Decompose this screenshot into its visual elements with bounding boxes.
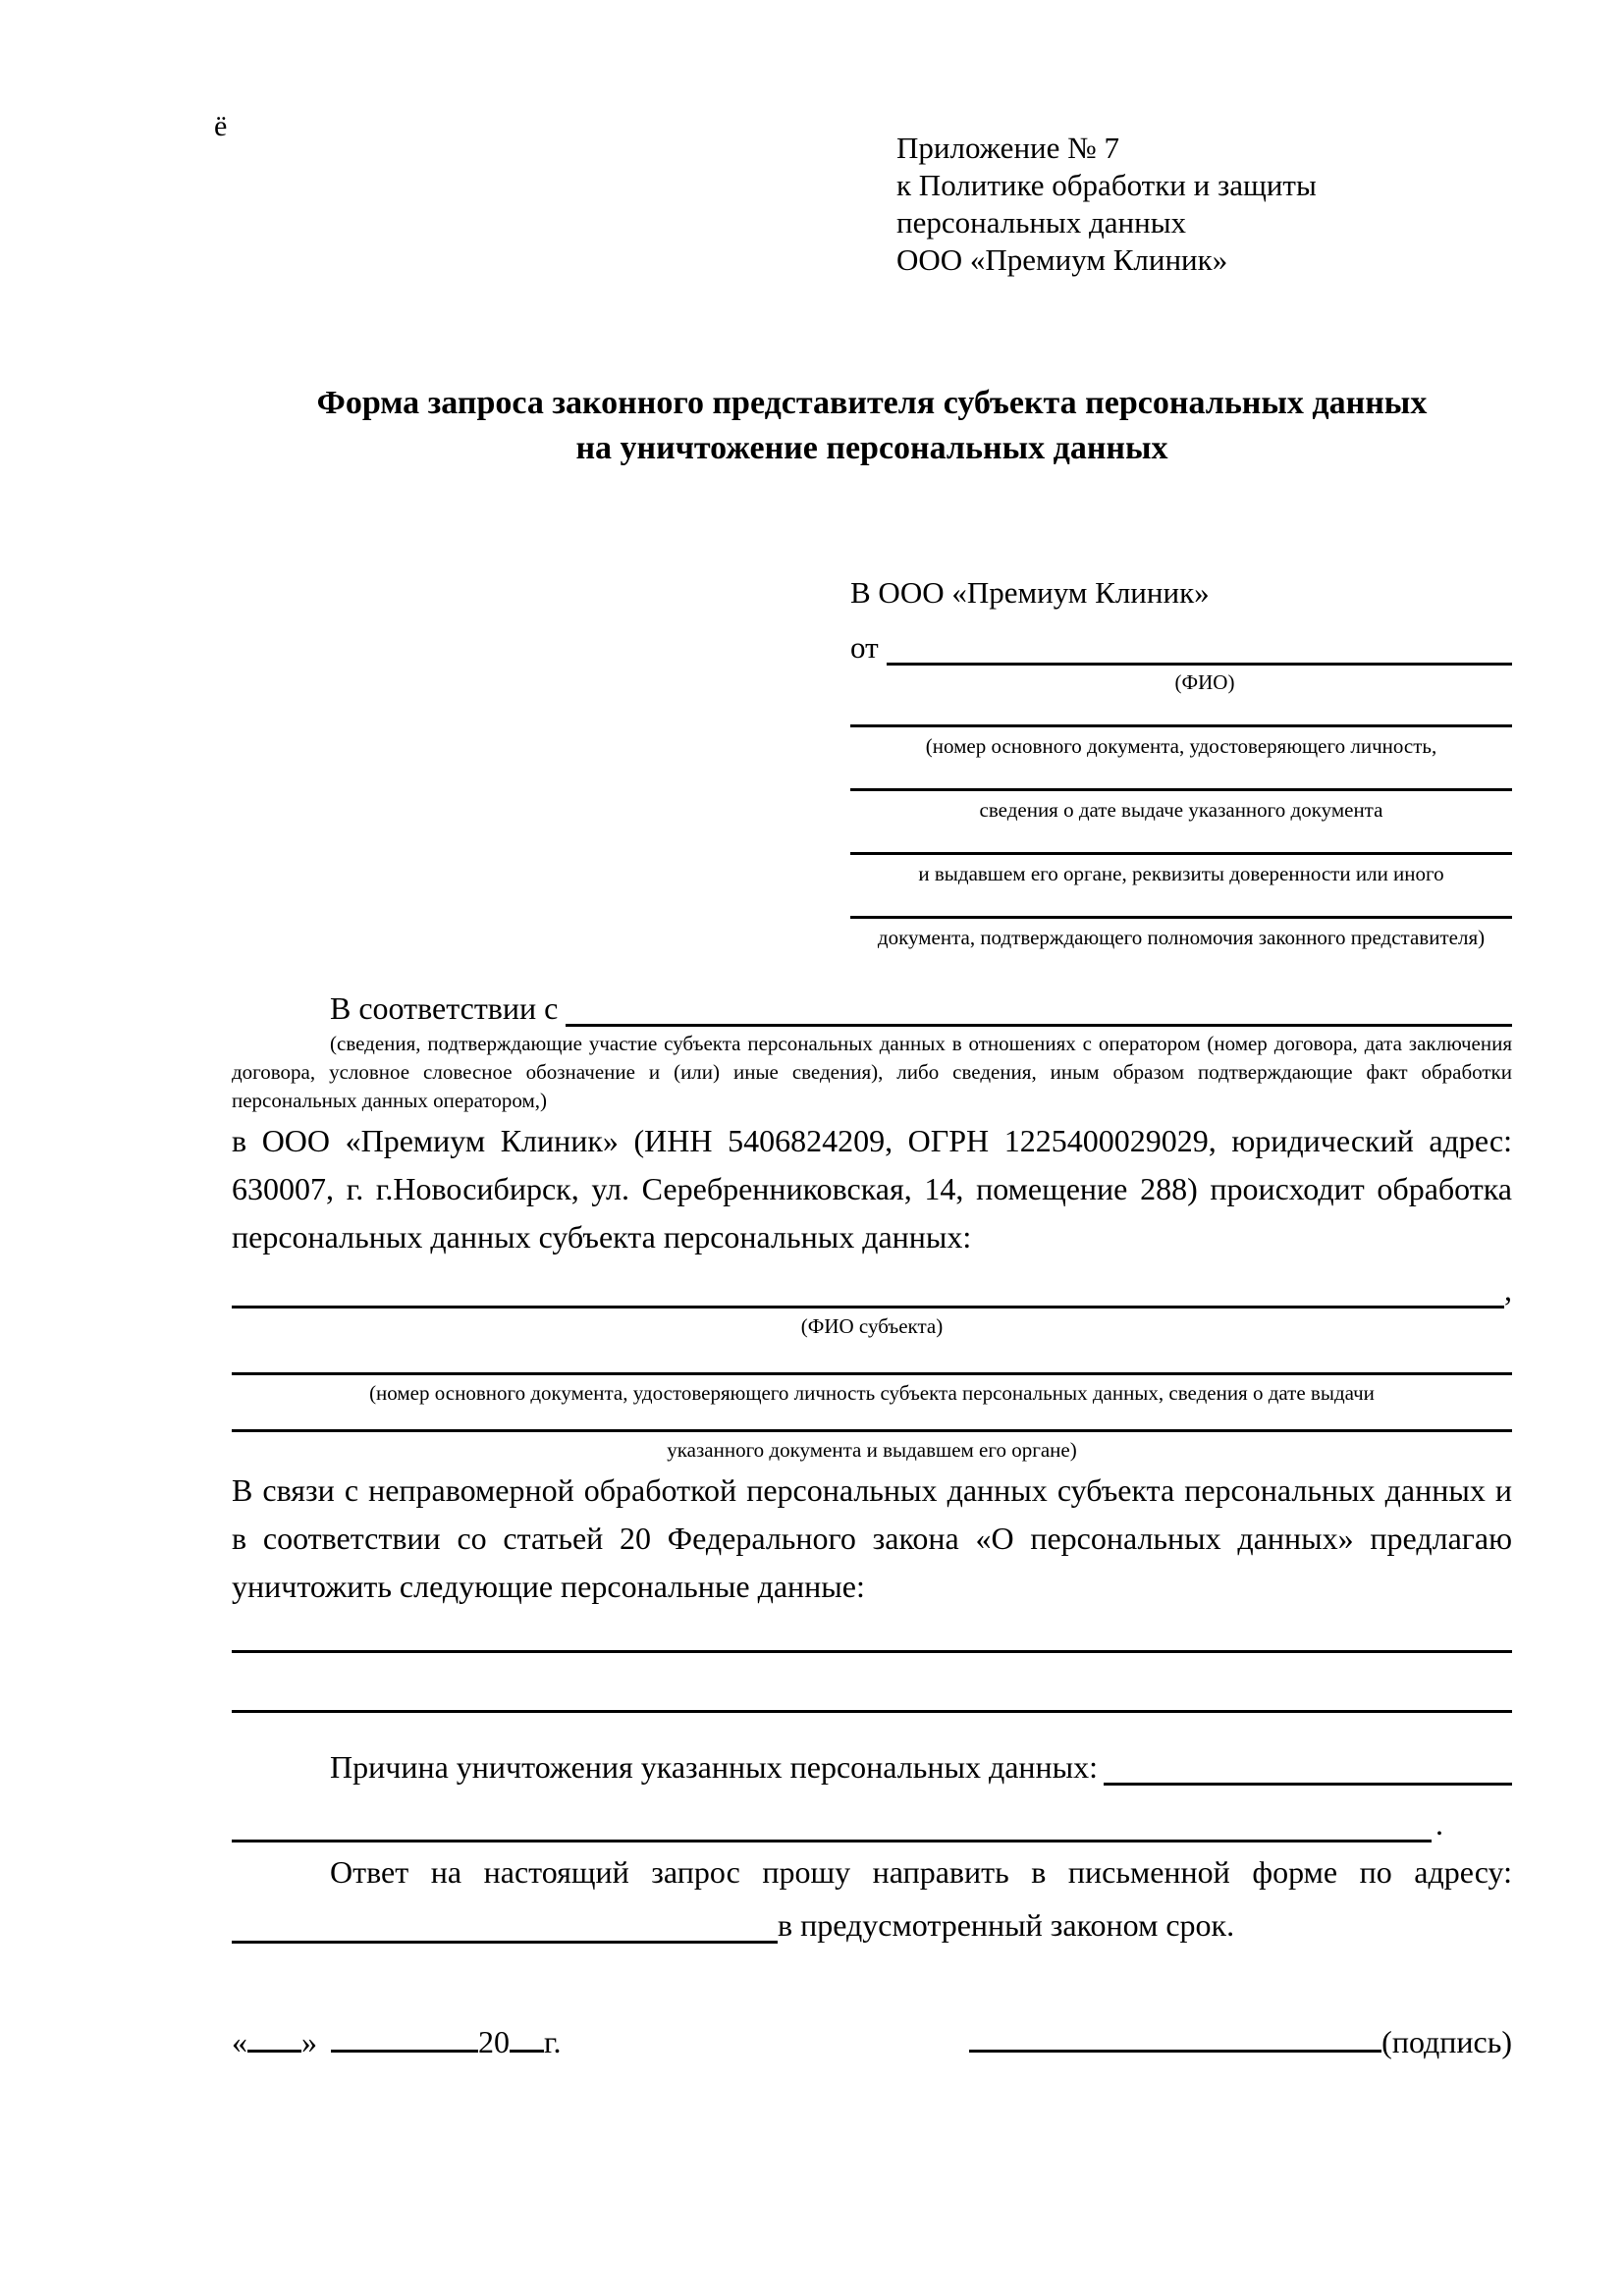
id-doc-field-3 bbox=[850, 852, 1512, 886]
subject-doc-field-1 bbox=[232, 1372, 1512, 1406]
response-paragraph: Ответ на настоящий запрос прошу направить в письменной форме по адресу: bbox=[330, 1854, 1512, 1890]
appendix-header bbox=[896, 130, 1512, 279]
appendix-header-line-3: персональных данных bbox=[896, 205, 1187, 240]
id-doc-blank-line-4 bbox=[850, 916, 1512, 919]
operator-paragraph: в ООО «Премиум Клиник» (ИНН 5406824209, ОГРН 1225400029029, юридический адрес: 630007, г. г.Новосибирск, ул. Серебренниковская, 14, помещение 288) происходит обработка персональных данных субъекта персональных данных: bbox=[232, 1123, 1512, 1255]
subject-name-blank-line bbox=[232, 1306, 1504, 1308]
date-quote-close: » bbox=[301, 2024, 317, 2059]
id-doc-field-2 bbox=[850, 788, 1512, 823]
subject-doc-blank-line-2 bbox=[232, 1429, 1512, 1432]
date-year-suffix: г. bbox=[544, 2024, 562, 2059]
date-year-blank-line bbox=[510, 2050, 544, 2053]
id-doc-field-4 bbox=[850, 916, 1512, 950]
reason-row-2 bbox=[232, 1801, 1443, 1842]
date-field bbox=[232, 2024, 562, 2060]
signature-blank-line bbox=[969, 2050, 1381, 2053]
footer-row bbox=[232, 2024, 1512, 2060]
id-doc-blank-line-3 bbox=[850, 852, 1512, 855]
date-day-blank-line bbox=[247, 2050, 301, 2053]
stray-letter: ё bbox=[214, 110, 228, 142]
reason-label: Причина уничтожения указанных персональных данных: bbox=[330, 1749, 1099, 1785]
subject-name-row bbox=[232, 1265, 1512, 1308]
reason-blank-line-1 bbox=[1104, 1783, 1512, 1786]
page-content bbox=[0, 130, 1624, 2060]
id-doc-caption-3: и выдавшем его органе, реквизиты доверенности или иного bbox=[918, 862, 1444, 885]
from-row bbox=[850, 622, 1512, 666]
subject-doc-caption-2: указанного документа и выдавшем его органе) bbox=[667, 1438, 1077, 1462]
reason-row bbox=[232, 1738, 1512, 1786]
subject-doc-blank-line-1 bbox=[232, 1372, 1512, 1375]
reason-blank-line-2 bbox=[232, 1840, 1432, 1842]
accordance-caption: (сведения, подтверждающие участие субъекта персональных данных в отношениях с оператором (номер договора, дата заключения договора, условное словесное обозначение и (или) иные сведения), либо сведения, иным образом подтверждающие факт обработки персональных данных оператором,) bbox=[232, 1032, 1512, 1112]
response-row-2 bbox=[232, 1900, 1512, 1944]
reason-period: . bbox=[1435, 1806, 1443, 1842]
addressee-to: В ООО «Премиум Клиник» bbox=[850, 575, 1210, 610]
addressee-block bbox=[850, 573, 1512, 950]
accordance-blank-line bbox=[566, 1024, 1512, 1027]
signature-caption: (подпись) bbox=[1381, 2024, 1512, 2059]
id-doc-blank-line-1 bbox=[850, 724, 1512, 727]
accordance-label: В соответствии с bbox=[330, 990, 559, 1026]
appendix-header-line-1: Приложение № 7 bbox=[896, 131, 1119, 165]
subject-doc-caption-1: (номер основного документа, удостоверяющего личность субъекта персональных данных, сведения о дате выдачи bbox=[369, 1381, 1375, 1405]
id-doc-field-1 bbox=[850, 724, 1512, 759]
data-blank-line-2 bbox=[232, 1710, 1512, 1713]
subject-comma: , bbox=[1504, 1272, 1512, 1308]
subject-name-caption: (ФИО субъекта) bbox=[800, 1314, 944, 1338]
subject-doc-field-2 bbox=[232, 1429, 1512, 1463]
from-label: от bbox=[850, 630, 879, 665]
date-quote-open: « bbox=[232, 2024, 247, 2059]
response-tail: в предусмотренный законом срок. bbox=[778, 1907, 1235, 1943]
title-line-2: на уничтожение персональных данных bbox=[575, 430, 1168, 466]
fio-caption: (ФИО) bbox=[1174, 670, 1235, 694]
appendix-header-line-2: к Политике обработки и защиты bbox=[896, 168, 1317, 202]
signature-field bbox=[969, 2024, 1512, 2060]
id-doc-caption-2: сведения о дате выдаче указанного документа bbox=[979, 798, 1383, 822]
date-month-blank-line bbox=[331, 2050, 478, 2053]
document-title bbox=[232, 381, 1512, 471]
response-address-blank-line bbox=[232, 1941, 778, 1944]
date-year-prefix: 20 bbox=[478, 2024, 510, 2059]
appendix-header-line-4: ООО «Премиум Клиник» bbox=[896, 242, 1228, 277]
data-blank-line-1 bbox=[232, 1650, 1512, 1653]
accordance-row bbox=[232, 980, 1512, 1027]
unlawful-paragraph: В связи с неправомерной обработкой персональных данных субъекта персональных данных и в соответствии со статьей 20 Федерального закона «О персональных данных» предлагаю уничтожить следующие персональные данные: bbox=[232, 1472, 1512, 1604]
id-doc-caption-4: документа, подтверждающего полномочия законного представителя) bbox=[877, 926, 1486, 949]
title-line-1: Форма запроса законного представителя субъекта персональных данных bbox=[316, 385, 1428, 421]
id-doc-caption-1: (номер основного документа, удостоверяющего личность, bbox=[925, 734, 1437, 758]
fio-blank-line bbox=[887, 663, 1512, 666]
id-doc-blank-line-2 bbox=[850, 788, 1512, 791]
